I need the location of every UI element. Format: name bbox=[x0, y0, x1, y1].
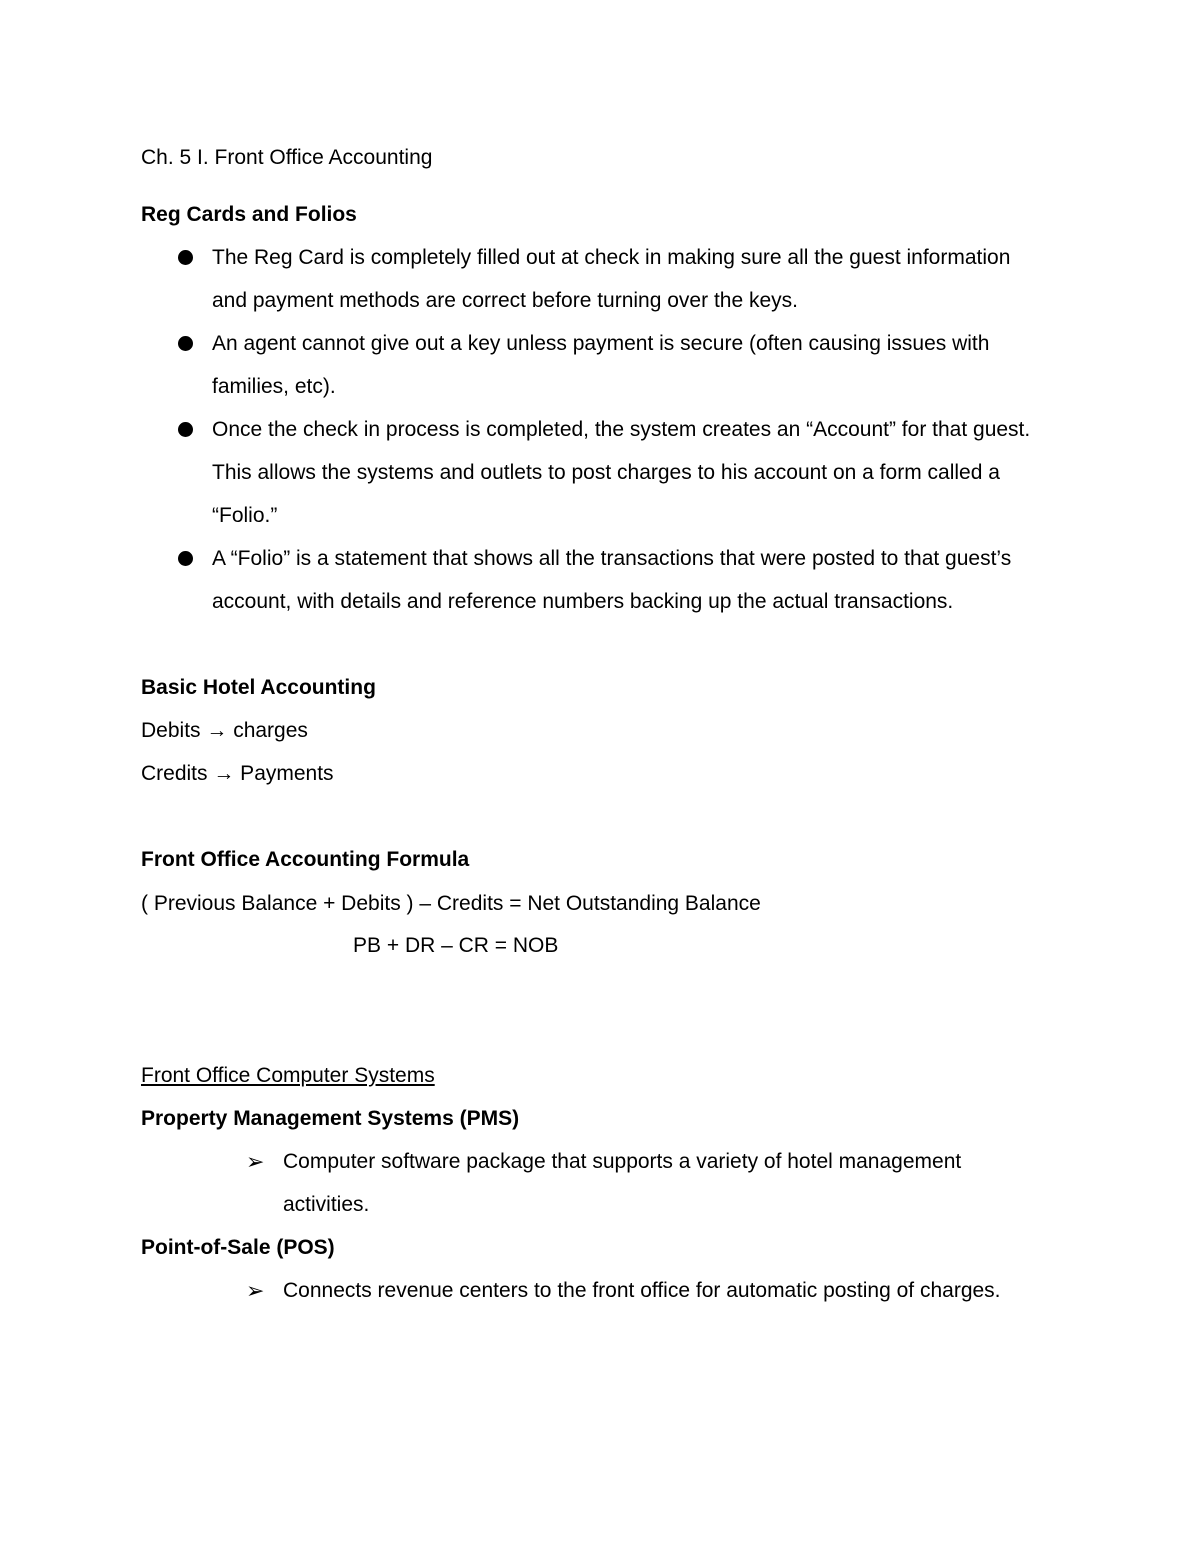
reg-bullet-1-line-1: The Reg Card is completely filled out at check in making sure all the guest information bbox=[212, 246, 1011, 269]
reg-bullet-3-line-2: This allows the systems and outlets to post charges to his account on a form called a bbox=[212, 461, 1000, 484]
reg-bullet-2-line-1: An agent cannot give out a key unless payment is secure (often causing issues with bbox=[212, 332, 990, 355]
formula-short: PB + DR – CR = NOB bbox=[353, 934, 559, 957]
page-title: Ch. 5 I. Front Office Accounting bbox=[141, 146, 433, 169]
pms-item-line-1: Computer software package that supports a variety of hotel management bbox=[283, 1150, 962, 1173]
formula-heading: Front Office Accounting Formula bbox=[141, 848, 470, 871]
systems-heading: Front Office Computer Systems bbox=[141, 1064, 435, 1087]
pms-item-line-2: activities. bbox=[283, 1193, 370, 1216]
bullet-icon bbox=[178, 336, 193, 351]
reg-bullet-1-line-2: and payment methods are correct before turning over the keys. bbox=[212, 289, 798, 312]
reg-cards-heading: Reg Cards and Folios bbox=[141, 203, 357, 226]
formula-full: ( Previous Balance + Debits ) – Credits = Net Outstanding Balance bbox=[141, 892, 761, 915]
credits-line: Credits → Payments bbox=[141, 762, 334, 785]
reg-bullet-3-line-3: “Folio.” bbox=[212, 504, 278, 527]
reg-bullet-4-line-1: A “Folio” is a statement that shows all the transactions that were posted to that guest’s bbox=[212, 547, 1012, 570]
reg-bullet-3-line-1: Once the check in process is completed, the system creates an “Account” for that guest. bbox=[212, 418, 1031, 441]
arrow-bullet-icon: ➢ bbox=[246, 1278, 265, 1303]
arrow-bullet-icon: ➢ bbox=[246, 1149, 265, 1174]
pos-item: Connects revenue centers to the front office for automatic posting of charges. bbox=[283, 1279, 1001, 1302]
basic-accounting-heading: Basic Hotel Accounting bbox=[141, 676, 376, 699]
reg-bullet-4-line-2: account, with details and reference numbers backing up the actual transactions. bbox=[212, 590, 954, 613]
reg-bullet-2-line-2: families, etc). bbox=[212, 375, 336, 398]
debits-line: Debits → charges bbox=[141, 719, 308, 742]
bullet-icon bbox=[178, 422, 193, 437]
bullet-icon bbox=[178, 250, 193, 265]
pos-heading: Point-of-Sale (POS) bbox=[141, 1236, 335, 1259]
bullet-icon bbox=[178, 551, 193, 566]
pms-heading: Property Management Systems (PMS) bbox=[141, 1107, 520, 1130]
